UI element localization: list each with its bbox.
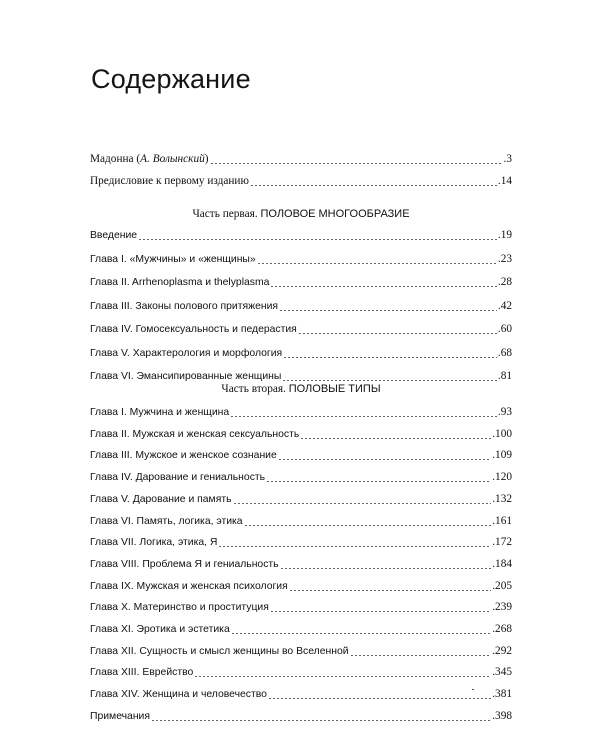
page-title: Содержание (91, 64, 251, 94)
toc-entry-label: Примечания (90, 710, 150, 722)
dot-leader (279, 310, 497, 311)
toc-entry-label: Глава XII. Сущность и смысл женщины во Вселенной (90, 645, 349, 657)
toc-page-number: .205 (492, 579, 512, 592)
part-one-heading: Часть первая. ПОЛОВОЕ МНОГООБРАЗИЕ (192, 208, 410, 220)
toc-entry[interactable] (90, 620, 512, 638)
toc-page-number: .109 (492, 449, 512, 462)
dot-leader (233, 503, 492, 504)
toc-entry[interactable] (90, 707, 512, 725)
dot-leader (289, 590, 492, 591)
dot-leader (270, 611, 491, 612)
toc-page-number: .60 (497, 323, 512, 335)
toc-entry-label: Глава VI. Эмансипированные женщины (90, 371, 282, 382)
toc-entry-label: Предисловие к первому изданию (90, 175, 249, 187)
toc-page-number: .172 (492, 536, 512, 549)
dot-leader (350, 655, 492, 656)
toc-page-number: .398 (492, 709, 512, 722)
toc-entry[interactable] (90, 344, 512, 362)
dot-leader (280, 568, 492, 569)
toc-page-number: .132 (492, 492, 512, 505)
toc-page-number: .81 (497, 370, 512, 382)
toc-entry-label: Глава IV. Дарование и гениальность (90, 472, 266, 484)
toc-entry-label: Глава V. Характерология и морфология (90, 347, 283, 359)
dot-leader (250, 185, 497, 186)
toc-entry-label: Глава III. Законы полового притяжения (90, 300, 279, 312)
toc-page-number: .93 (497, 406, 512, 418)
dot-leader (231, 633, 491, 634)
toc-entry-label: Глава XI. Эротика и эстетика (90, 624, 230, 635)
toc-entry-label: Мадонна (А. Волынский) (90, 153, 209, 165)
toc-entry-label: Глава XIII. Еврейство (90, 667, 194, 679)
part-two-heading: Часть вторая. ПОЛОВЫЕ ТИПЫ (221, 383, 381, 395)
toc-page-number: .292 (492, 644, 512, 657)
toc-entry-madonna[interactable] (90, 150, 512, 168)
toc-page-number: .23 (497, 252, 512, 265)
toc-entry[interactable] (90, 297, 512, 315)
toc-entry-label: Глава I. Мужчина и женщина (90, 407, 230, 418)
toc-entry-label: Глава XIV. Женщина и человечество (90, 689, 267, 701)
dot-leader (230, 416, 497, 417)
toc-page-number: .100 (492, 427, 512, 440)
dot-leader (244, 525, 492, 526)
toc-entry-label: Глава VIII. Проблема Я и гениальность (90, 558, 279, 570)
toc-entry[interactable] (90, 642, 512, 660)
toc-page-number: .120 (492, 471, 512, 484)
toc-entry[interactable] (90, 226, 512, 244)
dot-leader (218, 546, 491, 547)
toc-entry[interactable] (90, 685, 512, 703)
dot-leader (268, 698, 491, 699)
toc-entry-label: Глава VI. Память, логика, этика (90, 515, 243, 527)
toc-entry-label: Глава V. Дарование и память (90, 493, 232, 505)
toc-entry[interactable] (90, 273, 512, 291)
toc-page-number: .3 (503, 153, 512, 165)
toc-entry-label: Введение (90, 230, 138, 241)
toc-entry-label: Глава II. Arrhenoplasma и thelyplasma (90, 277, 270, 288)
toc-entry-label: Глава I. «Мужчины» и «женщины» (90, 253, 256, 265)
toc-entry[interactable] (90, 425, 512, 443)
toc-entry-preface[interactable] (90, 172, 512, 190)
dot-leader (283, 357, 497, 358)
toc-entry[interactable] (90, 490, 512, 508)
dot-leader (278, 459, 491, 460)
toc-entry[interactable] (90, 250, 512, 268)
toc-entry[interactable] (90, 577, 512, 595)
toc-page-number: .19 (497, 229, 512, 241)
toc-entry[interactable] (90, 468, 512, 486)
toc-entry[interactable] (90, 533, 512, 551)
dot-leader (210, 163, 503, 164)
dot-leader (266, 481, 491, 482)
toc-page-number: .381 (492, 688, 512, 701)
dot-leader (270, 286, 496, 287)
toc-page-number: .239 (492, 601, 512, 614)
dot-leader (300, 438, 491, 439)
dot-leader (151, 720, 491, 721)
toc-entry-label: Глава II. Мужская и женская сексуальность (90, 428, 300, 440)
toc-entry-label: Глава III. Мужское и женское сознание (90, 450, 277, 462)
dot-leader (138, 239, 497, 240)
dot-leader (194, 676, 491, 677)
toc-entry[interactable] (90, 598, 512, 616)
toc-page-number: .184 (492, 557, 512, 570)
toc-entry[interactable] (90, 663, 512, 681)
toc-page-number: .28 (497, 276, 512, 288)
toc-entry[interactable] (90, 446, 512, 464)
toc-page-number: .345 (492, 666, 512, 679)
dot-leader (257, 263, 497, 264)
toc-page-number: .42 (497, 299, 512, 312)
toc-entry[interactable] (90, 555, 512, 573)
dot-leader (298, 333, 497, 334)
toc-entry[interactable] (90, 512, 512, 530)
toc-entry-label: Глава VII. Логика, этика, Я (90, 537, 218, 549)
toc-page-number: .14 (497, 175, 512, 187)
toc-entry[interactable] (90, 403, 512, 421)
toc-entry-label: Глава IX. Мужская и женская психология (90, 580, 288, 592)
print-speck (472, 689, 474, 690)
toc-entry[interactable] (90, 320, 512, 338)
toc-entry-label: Глава IV. Гомосексуальность и педерастия (90, 324, 297, 335)
toc-page-number: .68 (497, 346, 512, 359)
toc-page-number: .268 (492, 623, 512, 635)
toc-page-number: .161 (492, 514, 512, 527)
toc-entry-label: Глава X. Материнство и проституция (90, 602, 269, 614)
